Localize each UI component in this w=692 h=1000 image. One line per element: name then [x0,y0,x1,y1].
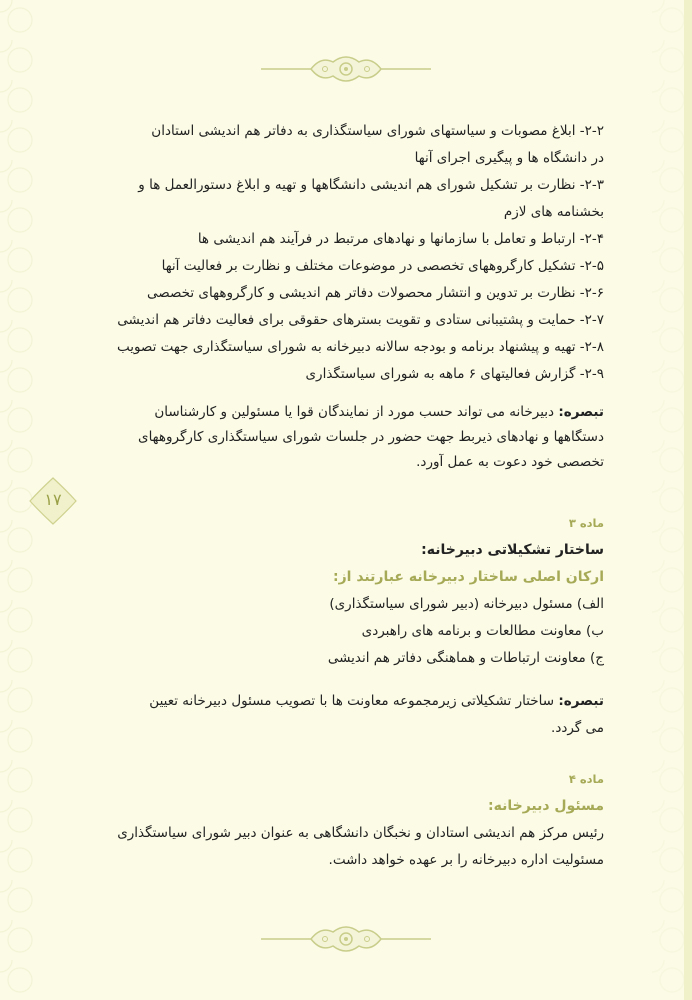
page-edge [684,0,692,1000]
intro-items-list [96,118,604,388]
page-number: ۱۷ [44,490,62,509]
bottom-ornament-icon [261,922,431,956]
list-item: در دانشگاه ها و پیگیری اجرای آنها [414,150,604,166]
list-item: ۲-۶- نظارت بر تدوین و انتشار محصولات دفاتر هم اندیشی و کارگروههای تخصصی [147,285,604,301]
list-item: بخشنامه های لازم [503,204,604,220]
list-item: ۲-۳- نظارت بر تشکیل شورای هم اندیشی دانشگاهها و تهیه و ابلاغ دستورالعمل ها و [138,177,604,193]
list-item: الف) مسئول دبیرخانه (دبیر شورای سیاستگذاری) [329,596,604,612]
note-1 [96,400,604,475]
article-title: ماده ۳ [568,516,604,530]
list-item: ۲-۴- ارتباط و تعامل با سازمانها و نهادهای مرتبط در فرآیند هم اندیشی ها [197,231,604,247]
note-text: دبیرخانه می تواند حسب مورد از نمایندگان قوا یا مسئولین و کارشناسان [154,404,555,420]
list-item: ۲-۲- ابلاغ مصوبات و سیاستهای شورای سیاستگذاری به دفاتر هم اندیشی استادان [151,123,604,139]
top-ornament-icon [261,52,431,86]
note-label: تبصره: [558,693,604,709]
list-item: ۲-۸- تهیه و پیشنهاد برنامه و بودجه سالانه دبیرخانه به شورای سیاستگذاری جهت تصویب [116,339,604,355]
article-text: رئیس مرکز هم اندیشی استادان و نخبگان دانشگاهی به عنوان دبیر شورای سیاستگذاری [117,825,604,841]
note-text: دستگاهها و نهادهای ذیربط جهت حضور در جلسات شورای سیاستگذاری کارگروههای [138,429,604,445]
article-3 [96,510,604,672]
article-heading: مسئول دبیرخانه: [488,798,604,814]
article-text: مسئولیت اداره دبیرخانه را بر عهده خواهد داشت. [328,852,604,868]
note-label: تبصره: [558,404,604,420]
list-item: ج) معاونت ارتباطات و هماهنگی دفاتر هم اندیشی [327,650,604,666]
list-item: ب) معاونت مطالعات و برنامه های راهبردی [361,623,604,639]
note-text: ساختار تشکیلاتی زیرمجموعه معاونت ها با تصویب مسئول دبیرخانه تعیین [149,693,555,709]
note-2 [96,688,604,742]
note-text: تخصصی خود دعوت به عمل آورد. [416,454,604,470]
article-subheading: ارکان اصلی ساختار دبیرخانه عبارتند از: [333,569,604,585]
article-heading: ساختار تشکیلاتی دبیرخانه: [421,542,604,558]
list-item: ۲-۷- حمایت و پشتیبانی ستادی و تقویت بسترهای حقوقی برای فعالیت دفاتر هم اندیشی [117,312,604,328]
list-item: ۲-۵- تشکیل کارگروههای تخصصی در موضوعات مختلف و نظارت بر فعالیت آنها [161,258,604,274]
article-title: ماده ۴ [568,772,604,786]
list-item: ۲-۹- گزارش فعالیتهای ۶ ماهه به شورای سیاستگذاری [305,366,604,382]
article-4 [96,766,604,874]
note-text: می گردد. [551,720,604,736]
page-number-badge [26,476,80,526]
